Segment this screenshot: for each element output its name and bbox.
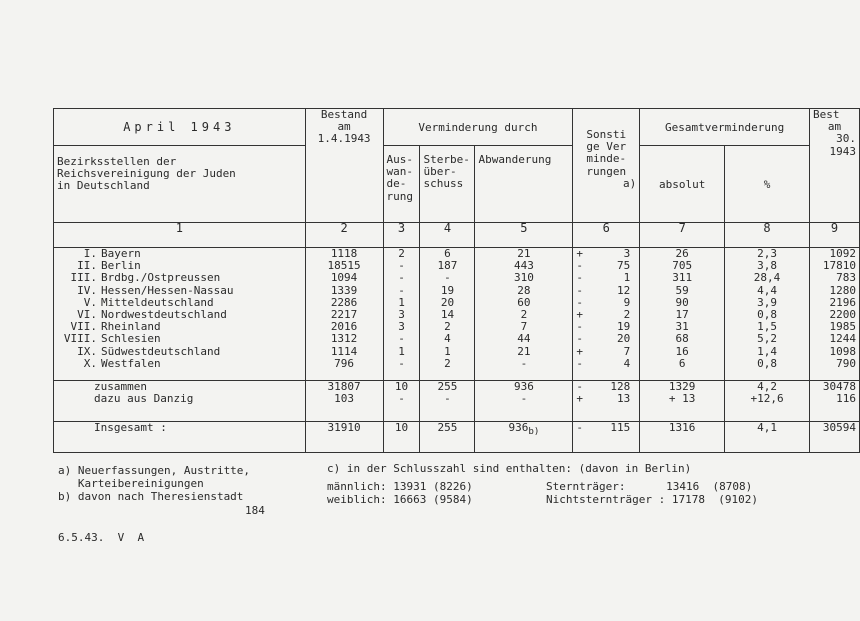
col-sonst-list (576, 248, 636, 370)
end-cell: 1280 (829, 283, 856, 297)
header-abwanderung: Abwanderung (475, 146, 573, 223)
sonst-sign: + (576, 344, 583, 358)
col-abs-list (643, 248, 721, 370)
sonst-value: 7 (623, 344, 631, 358)
bezirk-name: Nordwestdeutschland (101, 307, 227, 321)
footnote-a-line-2: Karteibereinigungen (58, 477, 204, 490)
bezirk-number: VIII. (63, 332, 97, 346)
maennlich-label: männlich: (327, 480, 387, 493)
sum-aus (383, 381, 420, 422)
bezirk-name: Rheinland (101, 320, 161, 334)
total-end: 30594 (809, 422, 859, 453)
abs-cell: 6 (678, 356, 686, 370)
total-abw-note: b) (528, 426, 540, 438)
sum-end (809, 381, 859, 422)
danzig-sonst (576, 393, 636, 405)
bezirk-number: IV. (77, 283, 97, 297)
abs-cell: 31 (675, 320, 689, 334)
zusammen-sign: - (576, 380, 583, 393)
danzig-end: 116 (836, 392, 856, 406)
sonst-value: 20 (616, 332, 631, 346)
sum-pct (725, 381, 810, 422)
sonst-value: 2 (623, 307, 631, 321)
aus-cell: - (398, 283, 405, 297)
zusammen-bestand: 31807 (327, 380, 361, 393)
footnote-c-weiblich (327, 493, 473, 506)
col-end (809, 248, 859, 381)
bezirk-number: III. (70, 271, 97, 285)
zusammen-end: 30478 (822, 380, 856, 393)
header-bestand-end-line-1: Best (812, 108, 840, 121)
zusammen-label: zusammen (94, 380, 147, 393)
sterbe-cell: 1 (444, 344, 451, 358)
abw-cell: 21 (517, 247, 531, 260)
header-aus-line-2: wan- (386, 165, 414, 179)
pct-cell: 1,5 (757, 320, 777, 334)
header-aus-line-4: rung (386, 189, 414, 203)
colnum-2: 2 (305, 223, 383, 248)
bezirk-name: Berlin (101, 259, 141, 273)
abw-cell: 2 (520, 307, 528, 321)
bezirk-number: X. (83, 356, 97, 370)
total-sonst-val: 115 (610, 421, 631, 434)
pct-cell: 1,4 (757, 344, 777, 358)
abw-cell: - (520, 356, 528, 370)
sonst-sign: - (576, 320, 583, 334)
col-sonst (573, 248, 640, 381)
abs-cell: 17 (675, 307, 689, 321)
header-sonstige-line-2: ge Ver (586, 140, 627, 154)
footnote-c-stern (546, 480, 752, 493)
end-cell: 790 (836, 356, 856, 370)
sterbe-cell: 19 (440, 283, 455, 297)
bezirk-number: VII. (70, 320, 97, 334)
header-bestand-start (305, 109, 383, 223)
col-bezirk-list (57, 248, 302, 370)
end-cell: 1098 (829, 344, 856, 358)
sum-sonst (573, 381, 640, 422)
header-bestand-end-line-2: am (827, 120, 842, 134)
danzig-sonst-val: 13 (616, 392, 631, 406)
col-sterbe-list (423, 248, 471, 370)
colnum-4: 4 (420, 223, 475, 248)
bezirk-number: I. (83, 247, 97, 260)
header-sonstige-line-3: minde- (586, 152, 627, 166)
bezirk-name: Brdbg./Ostpreussen (101, 271, 221, 285)
col-bezirk (54, 248, 306, 381)
total-abw-val: 936 (508, 421, 529, 434)
abw-cell: 21 (517, 344, 531, 358)
end-cell: 1985 (829, 320, 856, 334)
aus-cell: 3 (398, 320, 405, 334)
bezirk-number: VI. (77, 307, 97, 321)
col-abs (640, 248, 725, 381)
header-auswanderung (383, 146, 420, 223)
sterbe-cell: 20 (440, 295, 455, 309)
footnote-b-value: 184 (245, 504, 265, 517)
bestand-cell: 1339 (330, 283, 358, 297)
bezirk-cell (57, 358, 302, 370)
aus-cell: - (398, 332, 405, 346)
footnote-a (58, 464, 250, 503)
total-sterbe: 255 (420, 422, 475, 453)
header-bestand-end-line-3: 30. (836, 132, 856, 146)
sonst-value: 75 (616, 259, 631, 273)
aus-cell: - (398, 356, 405, 370)
pct-cell: 0,8 (757, 307, 777, 321)
col-bestand-list (309, 248, 380, 370)
zusammen-sonst-val: 128 (610, 380, 631, 393)
colnum-3: 3 (383, 223, 420, 248)
sonst-sign: - (576, 259, 583, 273)
sum-abs (640, 381, 725, 422)
sonst-sign: - (576, 356, 583, 370)
abw-cell: 310 (513, 271, 534, 285)
bestand-cell: 1312 (330, 332, 358, 346)
header-percent: % (725, 146, 810, 223)
bezirk-number: II. (77, 259, 97, 273)
abs-cell: 26 (675, 247, 689, 260)
bezirk-name: Hessen/Hessen-Nassau (101, 283, 234, 297)
sonst-cell (576, 346, 636, 358)
sonst-cell (576, 358, 636, 370)
sonst-sign: - (576, 332, 583, 346)
danzig-abs: + 13 (668, 392, 696, 406)
total-bestand: 31910 (305, 422, 383, 453)
pct-cell: 28,4 (753, 271, 781, 285)
header-sonstige-line-5: a) (622, 176, 637, 190)
abs-cell: 16 (675, 344, 689, 358)
total-sign: - (576, 421, 583, 434)
sonst-value: 9 (623, 295, 631, 309)
sonst-sign: - (576, 271, 583, 285)
danzig-bestand: 103 (334, 392, 354, 406)
col-aus (383, 248, 420, 381)
danzig-abw: - (520, 392, 528, 406)
abw-cell: 7 (520, 320, 528, 334)
header-sterbe-line-2: über- (423, 165, 457, 179)
col-bestand (305, 248, 383, 381)
pct-cell: 2,3 (757, 247, 777, 260)
sum-label (54, 381, 306, 422)
pct-cell: 3,8 (757, 259, 777, 273)
sterbe-cell: 6 (444, 247, 451, 260)
col-aus-list (387, 248, 417, 370)
sonst-value: 3 (623, 247, 631, 260)
sonst-cell (576, 333, 636, 345)
sonst-sign: - (576, 295, 583, 309)
bezirk-number: V. (83, 295, 97, 309)
header-bestand-start-line-2: am (337, 120, 351, 134)
weiblich-value: 16663 (9584) (393, 493, 473, 506)
header-sterbe-line-3: schuss (423, 177, 464, 191)
bezirk-number: IX. (77, 344, 97, 358)
header-bezirk-line-2: Reichsvereinigung der Juden (57, 167, 236, 181)
sonst-cell (576, 272, 636, 284)
header-verminderung: Verminderung durch (383, 109, 573, 146)
aus-cell: - (398, 259, 405, 273)
bezirk-name: Schlesien (101, 332, 161, 346)
nichtstern-label: Nichtsternträger : (546, 493, 666, 506)
aus-cell: 2 (398, 247, 405, 260)
abs-cell: 90 (675, 295, 689, 309)
colnum-1: 1 (54, 223, 306, 248)
footnote-c-nichtstern (546, 493, 758, 506)
end-cell: 2196 (829, 295, 856, 309)
stern-value: 13416 (8708) (666, 480, 753, 493)
danzig-sterbe: - (444, 392, 451, 406)
bezirk-name: Bayern (101, 247, 141, 260)
bestand-cell: 1114 (330, 344, 358, 358)
abs-cell: 311 (672, 271, 693, 285)
header-bestand-end (809, 109, 859, 223)
abw-cell: 443 (513, 259, 534, 273)
header-bezirk-line-1: Bezirksstellen der (57, 155, 177, 168)
footnote-c-maennlich (327, 480, 473, 493)
colnum-9: 9 (809, 223, 859, 248)
abw-cell: 44 (517, 332, 531, 346)
header-bezirk-line-3: in Deutschland (57, 179, 150, 193)
pct-cell: 3,9 (757, 295, 777, 309)
header-sonstige-line-1: Sonsti (586, 128, 627, 141)
header-absolut: absolut (640, 146, 725, 223)
total-pct: 4,1 (725, 422, 810, 453)
total-sonst (573, 422, 640, 453)
total-label: Insgesamt : (54, 422, 306, 453)
aus-cell: 1 (398, 295, 405, 309)
bezirk-name: Mitteldeutschland (101, 295, 214, 309)
nichtstern-value: 17178 (9102) (671, 493, 758, 506)
header-sonstige-line-4: rungen (586, 164, 627, 178)
sonst-sign: + (576, 247, 583, 260)
header-bestand-start-line-1: Bestand (320, 108, 368, 121)
sum-bestand (305, 381, 383, 422)
col-pct-list (728, 248, 806, 370)
zusammen-sterbe: 255 (437, 380, 458, 393)
stern-label: Sternträger: (546, 480, 626, 493)
pct-cell: 5,2 (757, 332, 777, 346)
col-sterbe (420, 248, 475, 381)
bezirk-cell (57, 285, 302, 297)
zusammen-abs: 1329 (668, 380, 696, 393)
abw-cell: 60 (517, 295, 531, 309)
weiblich-label: weiblich: (327, 493, 387, 506)
header-aus-line-3: de- (386, 177, 407, 191)
pct-cell: 4,4 (757, 283, 777, 297)
zusammen-aus: 10 (394, 380, 409, 393)
footnote-b: b) davon nach Theresienstadt (58, 490, 244, 503)
end-cell: 2200 (829, 307, 856, 321)
colnum-6: 6 (573, 223, 640, 248)
sonst-value: 12 (616, 283, 631, 297)
sterbe-cell: 4 (444, 332, 451, 346)
header-aus-line-1: Aus- (386, 153, 414, 166)
header-bestand-start-line-3: 1.4.1943 (317, 132, 371, 146)
document-date: 6.5.43. V A (58, 531, 145, 544)
colnum-5: 5 (475, 223, 573, 248)
col-end-list (813, 248, 856, 370)
header-period: April 1943 (54, 109, 306, 146)
abs-cell: 68 (675, 332, 689, 346)
end-cell: 1092 (829, 247, 856, 260)
header-gesamt: Gesamtverminderung (640, 109, 810, 146)
danzig-sign: + (576, 392, 583, 406)
bezirk-name: Westfalen (101, 356, 161, 370)
footnote-c: c) in der Schlusszahl sind enthalten: (davon in Berlin) (327, 462, 692, 475)
bezirk-name: Südwestdeutschland (101, 344, 221, 358)
sonst-cell (576, 285, 636, 297)
zusammen-abw: 936 (513, 380, 534, 393)
sterbe-cell: 2 (444, 356, 451, 370)
total-aus: 10 (383, 422, 420, 453)
statistics-table (53, 108, 860, 453)
end-cell: 17810 (822, 259, 856, 273)
danzig-aus: - (398, 392, 405, 406)
aus-cell: - (398, 271, 405, 285)
total-abs: 1316 (640, 422, 725, 453)
sterbe-cell: 187 (437, 259, 458, 273)
header-sterbe-line-1: Sterbe- (423, 153, 470, 166)
bestand-cell: 2016 (330, 320, 358, 334)
bestand-cell: 1094 (330, 271, 358, 285)
bestand-cell: 2217 (330, 307, 358, 321)
header-bestand-end-line-4: 1943 (829, 144, 856, 158)
sonst-sign: - (576, 283, 583, 297)
danzig-pct: +12,6 (750, 392, 784, 406)
aus-cell: 1 (398, 344, 405, 358)
maennlich-value: 13931 (8226) (393, 480, 473, 493)
sonst-value: 4 (623, 356, 631, 370)
header-bezirk (54, 146, 306, 223)
sterbe-cell: 14 (440, 307, 455, 321)
abw-cell: 28 (517, 283, 531, 297)
sum-abw (475, 381, 573, 422)
sonst-sign: + (576, 307, 583, 321)
sterbe-cell: - (444, 271, 451, 285)
end-cell: 783 (836, 271, 856, 285)
end-cell: 1244 (829, 332, 856, 346)
colnum-7: 7 (640, 223, 725, 248)
bestand-cell: 2286 (330, 295, 358, 309)
bestand-cell: 796 (334, 356, 354, 370)
col-pct (725, 248, 810, 381)
bezirk-cell (57, 272, 302, 284)
pct-cell: 0,8 (757, 356, 777, 370)
sterbe-cell: 2 (444, 320, 451, 334)
col-abw-list (478, 248, 569, 370)
danzig-label: dazu aus Danzig (94, 392, 194, 406)
footnote-a-line-1: a) Neuerfassungen, Austritte, (58, 464, 251, 477)
colnum-8: 8 (725, 223, 810, 248)
bezirk-cell (57, 346, 302, 358)
sonst-value: 19 (616, 320, 631, 334)
header-sterbe (420, 146, 475, 223)
total-abw (475, 422, 573, 453)
sum-sterbe (420, 381, 475, 422)
bestand-cell: 1118 (330, 247, 358, 260)
aus-cell: 3 (398, 307, 405, 321)
abs-cell: 59 (675, 283, 689, 297)
bestand-cell: 18515 (327, 259, 361, 273)
zusammen-pct: 4,2 (757, 380, 777, 393)
sonst-value: 1 (623, 271, 631, 285)
col-abw (475, 248, 573, 381)
header-sonstige (573, 109, 640, 223)
abs-cell: 705 (672, 259, 693, 273)
bezirk-cell (57, 333, 302, 345)
